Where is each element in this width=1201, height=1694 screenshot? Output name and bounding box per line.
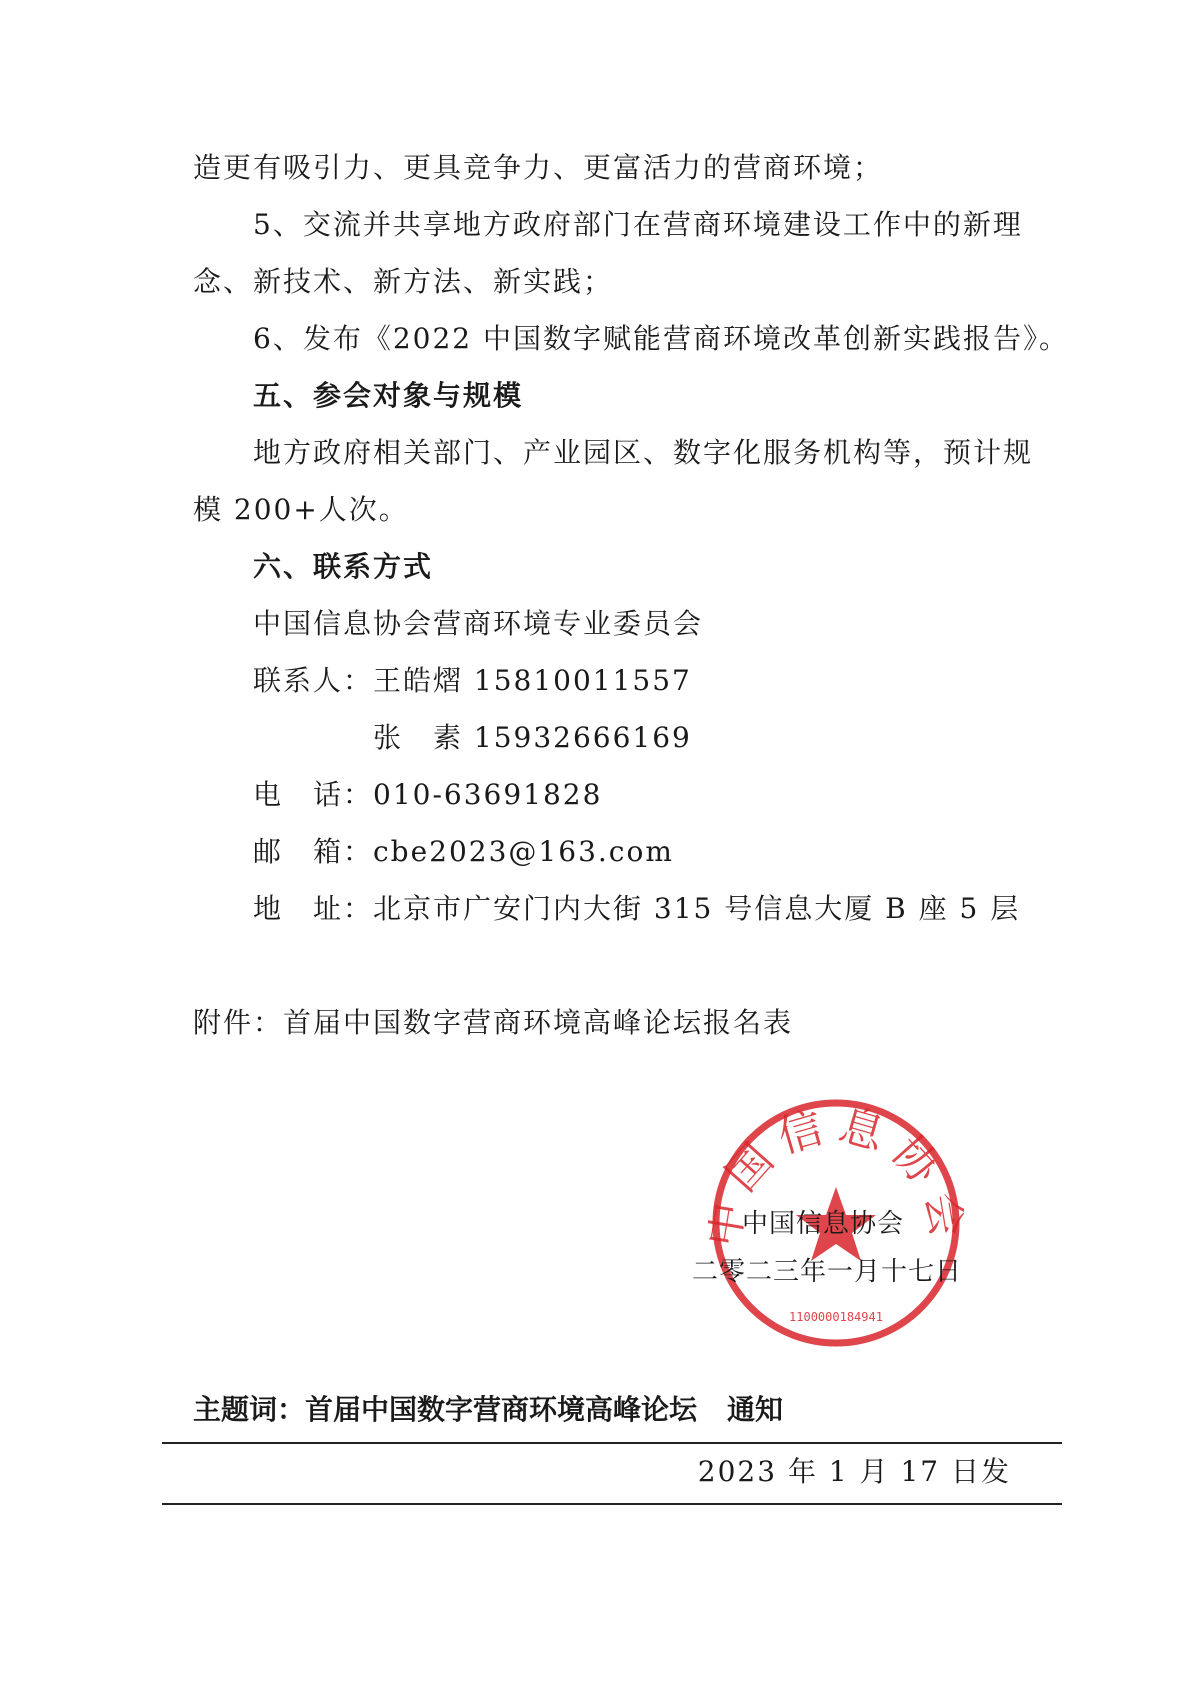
contact-address-label: 地 址：: [253, 892, 374, 925]
subject-line: [193, 1392, 783, 1428]
issue-date: 2023 年 1 月 17 日发: [697, 1455, 1011, 1488]
signature-org: 中国信息协会: [742, 1209, 905, 1239]
body-line-2: 5、交流并共享地方政府部门在营商环境建设工作中的新理: [253, 208, 1023, 241]
seal-arc-text: 国信息协: [716, 1099, 956, 1202]
contact-person-2-value: 张 素 15932666169: [373, 721, 692, 754]
footer-rule-top: [162, 1442, 1062, 1444]
contact-person-1-value: 王皓熠 15810011557: [373, 664, 692, 697]
section-5-line-1: 地方政府相关部门、产业园区、数字化服务机构等，预计规: [253, 436, 1034, 469]
signature-date: 二零二三年一月十七日: [692, 1257, 963, 1287]
contact-org: 中国信息协会营商环境专业委员会: [253, 607, 704, 640]
contact-person-1: [253, 663, 692, 699]
contact-address-value: 北京市广安门内大街 315 号信息大厦 B 座 5 层: [373, 892, 1021, 925]
section-5-heading: 五、参会对象与规模: [253, 379, 524, 412]
body-line-3: 念、新技术、新方法、新实践；: [193, 265, 614, 298]
contact-person-2: [253, 720, 692, 756]
contact-phone-label: 电 话：: [253, 778, 374, 811]
section-5-line-2: 模 200+人次。: [193, 493, 409, 526]
attachment-line: 附件：首届中国数字营商环境高峰论坛报名表: [193, 1006, 794, 1039]
contact-phone: [253, 777, 602, 813]
footer-rule-bottom: [162, 1503, 1062, 1505]
subject-tag: 通知: [727, 1393, 784, 1426]
section-6-heading: 六、联系方式: [253, 550, 434, 583]
contact-address: [253, 891, 1020, 927]
contact-email-value: cbe2023@163.com: [373, 835, 674, 868]
subject-title: 首届中国数字营商环境高峰论坛: [305, 1393, 698, 1426]
contact-phone-value: 010-63691828: [373, 778, 603, 811]
seal-number: 1100000184941: [789, 1310, 883, 1324]
contact-email: [253, 834, 674, 870]
body-line-1: 造更有吸引力、更具竞争力、更富活力的营商环境；: [193, 151, 884, 184]
contact-email-label: 邮 箱：: [253, 835, 374, 868]
subject-label: 主题词：: [193, 1393, 306, 1426]
body-line-4: 6、发布《2022 中国数字赋能营商环境改革创新实践报告》。: [253, 322, 1069, 355]
contact-person-label: 联系人：: [253, 664, 374, 697]
